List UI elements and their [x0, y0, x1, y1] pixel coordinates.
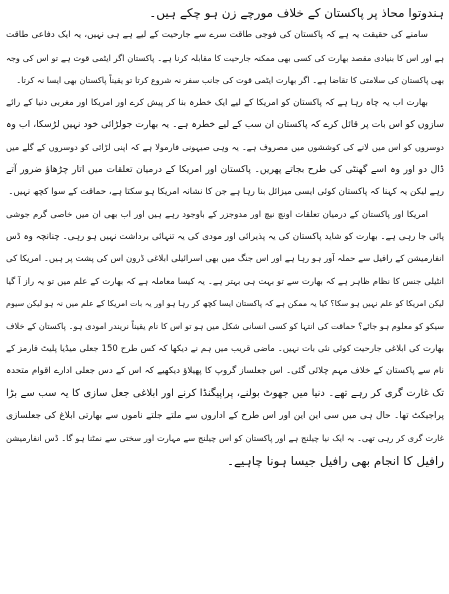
text-line: نام سے پاکستان کے خلاف مہم چلائی گئی۔ اس جعلساز گروپ کا پھیلاؤ دیکھیے کہ اس کے دس جعلی ادارے اقوام متحدہ: [6, 366, 444, 377]
text-line: ہے اور اس کا بنیادی مقصد بھارت کی کسی بھی ممکنہ جارحیت کا مقابلہ کرنا ہے۔ پاکستان اگر ایٹمی قوت ہے تو اس کی وجہ: [6, 52, 444, 63]
text-line: انٹیلی جنس کا نظام ظاہر ہے کہ بھارت سے تو بہت ہی بہتر ہے۔ یہ کیسا معاملہ ہے کہ بھارت کے علم میں تو یہ راز آ گیا: [6, 276, 444, 287]
text-line: سیکو کو معلوم ہو جائے؟ حماقت کی انتہا کو کسی انسانی شکل میں ہو تو اس کا نام یقیناً نریندر امودی ہو۔ پاکستان کے خلاف: [6, 321, 444, 332]
text-line: بھارت اب یہ چاہ رہا ہے کہ پاکستان کو امریکا کے لیے ایک خطرہ بنا کر پیش کرے اور امریکا اور مغربی دنیا کے رائے: [6, 97, 428, 108]
text-line: بھارت کی ابلاغی جارحیت کوئی نئی بات نہیں۔ ماضی قریب میں ہم نے دیکھا کہ کس طرح 150 جعلی میڈیا پلیٹ فارمز کے: [6, 343, 444, 354]
text-line: سامنے کی حقیقت یہ ہے کہ پاکستان کی فوجی طاقت سرے سے جارحیت کے لیے ہے ہی نہیں، یہ ایک دفاعی طاقت: [6, 30, 428, 41]
text-line: بھی پاکستان کی سلامتی کا تقاضا ہے۔ اگر بھارت ایٹمی قوت کی جانب سفر نہ شروع کرتا تو یقیناً پاکستان بھی ایسا نہ کرتا۔: [16, 75, 444, 86]
text-line: غارت گری کر رہی تھی۔ یہ ایک نیا چیلنج ہے اور پاکستان کو اس چیلنج سے مہارت اور سختی سے نمٹنا ہو گا۔ ڈس انفارمیشن: [6, 433, 444, 444]
text-line: رافیل کا انجام بھی رافیل جیسا ہونا چاہیے۔: [226, 453, 444, 468]
text-line: تک غارت گری کر رہے تھے۔ دنیا میں جھوٹ بولنے، پراپیگنڈا کرنے اور ابلاغی جعل سازی کا یہ سب سے بڑا: [6, 387, 444, 399]
text-line: ہندوتوا محاذ پر پاکستان کے خلاف مورچے زن ہو چکے ہیں۔: [149, 6, 444, 20]
text-line: انفارمیشن کے رافیل سے حملہ آور ہو رہا ہے اور اس جنگ میں بھی اسرائیلی ابلاغی ڈرون اس کی پشت پر ہیں۔ امریکا کی: [6, 254, 444, 265]
text-line: رہے لیکن یہ کہنا کہ پاکستان کوئی ایسی میزائل بنا رہا ہے جن کا نشانہ امریکا ہو سکتا ہے، حماقت کے سوا کچھ نہیں۔: [8, 187, 444, 198]
text-line: امریکا اور پاکستان کے درمیان تعلقات اونچ نیچ اور مدوجزر کے باوجود رہے ہیں اور اب بھی ان میں خاصی گرم جوشی: [6, 209, 428, 220]
text-line: دوسروں کو اس میں لانے کی کوششوں میں مصروف ہے۔ یہ وہی صیہونی فارمولا ہے کہ اپنی لڑائی کو دوسروں کے گلے میں: [6, 142, 444, 153]
text-line: سازوں کو اس بات پر قائل کرے کہ پاکستان ان سب کے لیے خطرہ ہے۔ یہ بھارت جولڑائی خود نہیں لڑسکا، اب وہ: [6, 118, 444, 130]
text-line: پراجیکٹ تھا۔ حال ہی میں سی این این اور اس طرح کے اداروں سے ملتے جلتے ناموں سے بھارتی ابلاغ کی جعلسازی: [6, 411, 444, 422]
text-line: پائی جا رہی ہے۔ بھارت کو شاید پاکستان کی یہ پذیرائی اور مودی کی یہ تنہائی برداشت نہیں ہو رہی۔ چنانچہ وہ ڈس: [6, 231, 444, 242]
text-line: لیکن امریکا کو علم نہیں ہو سکا؟ کیا یہ ممکن ہے کہ پاکستان ایسا کچھ کر رہا ہو اور یہ بات امریکا کے علم میں نہ ہو لیکن سیوم: [6, 299, 444, 309]
text-line: ڈال دو اور وہ اسے گھنٹی کی طرح بجاتے پھریں۔ پاکستان اور امریکا کے درمیان تعلقات میں اتار چڑھاؤ ضرور آتے: [6, 163, 444, 175]
